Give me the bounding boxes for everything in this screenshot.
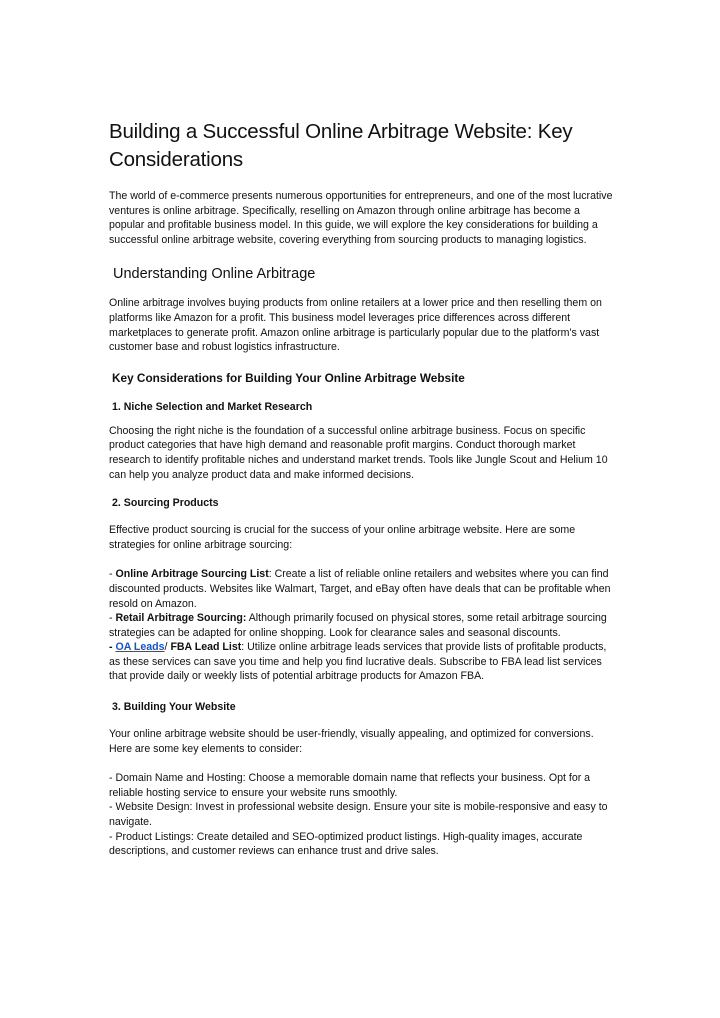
sourcing-list-item-2: - Retail Arbitrage Sourcing: Although primarily focused on physical stores, some retail arbitrage sourcing strategies can be adapted for online shopping. Look for clearance sales and seasonal discounts. [109, 612, 607, 639]
intro-paragraph: The world of e-commerce presents numerous opportunities for entrepreneurs, and one of the most lucrative ventures is online arbitrage. Specifically, reselling on Amazon through online arbitrage has become a popular and profitable business model. In this guide, we will explore the key considerations for building a successful online arbitrage website, covering everything from sourcing products to managing logistics. [109, 190, 613, 246]
subheading-website: 3. Building Your Website [112, 701, 236, 714]
sourcing-intro: Effective product sourcing is crucial for the success of your online arbitrage website. Here are some strategies for online arbitrage sourcing: [109, 524, 576, 551]
sourcing-list-item-1: - Online Arbitrage Sourcing List: Create a list of reliable online retailers and websites where you can find discounted products. Websites like Walmart, Target, and eBay often have deals that can be profitable when resold on Amazon. [109, 568, 611, 610]
document-title: Building a Successful Online Arbitrage Website: Key Considerations [109, 120, 573, 171]
oa-leads-link[interactable]: OA Leads [115, 641, 165, 654]
niche-paragraph: Choosing the right niche is the foundation of a successful online arbitrage business. Focus on specific product categories that have high demand and reasonable profit margins. Conduct thorough market research to identify profitable niches and understand market trends. Tools like Jungle Scout and Helium 10 can help you analyze product data and make informed decisions. [109, 424, 608, 481]
understanding-paragraph: Online arbitrage involves buying products from online retailers at a lower price and then reselling them on platforms like Amazon for a profit. This business model leverages price differences across different marketplaces to generate profit. Amazon online arbitrage is particularly popular due to the platform's vast customer base and robust logistics infrastructure. [109, 297, 602, 354]
website-list-item-3: - Product Listings: Create detailed and SEO-optimized product listings. High-quality images, accurate descriptions, and customer reviews can enhance trust and drive sales. [109, 830, 583, 858]
section-heading-key-considerations: Key Considerations for Building Your Online Arbitrage Website [112, 370, 465, 385]
subheading-sourcing: 2. Sourcing Products [112, 497, 219, 510]
subheading-niche: 1. Niche Selection and Market Research [112, 400, 313, 413]
fba-lead-list-label: FBA Lead List [170, 641, 242, 654]
sourcing-list-item-2-label: Retail Arbitrage Sourcing: [115, 612, 247, 625]
sourcing-list-item-3: - OA Leads/ FBA Lead List: Utilize online arbitrage leads services that provide lists of profitable products, as these services can save you time and help you find lucrative deals. Subscribe to FBA lead list services that provide daily or weekly lists of potential arbitrage products for Amazon FBA. [109, 641, 607, 683]
sourcing-list-item-1-label: Online Arbitrage Sourcing List [115, 568, 269, 581]
website-list-item-1: - Domain Name and Hosting: Choose a memorable domain name that reflects your business. Opt for a reliable hosting service to ensure your website runs smoothly. [109, 772, 591, 799]
document-page [109, 118, 614, 859]
website-intro: Your online arbitrage website should be user-friendly, visually appealing, and optimized for conversions. Here are some key elements to consider: [109, 728, 594, 755]
section-heading-understanding: Understanding Online Arbitrage [113, 266, 316, 283]
website-list-item-2: - Website Design: Invest in professional website design. Ensure your site is mobile-responsive and easy to navigate. [109, 801, 608, 829]
